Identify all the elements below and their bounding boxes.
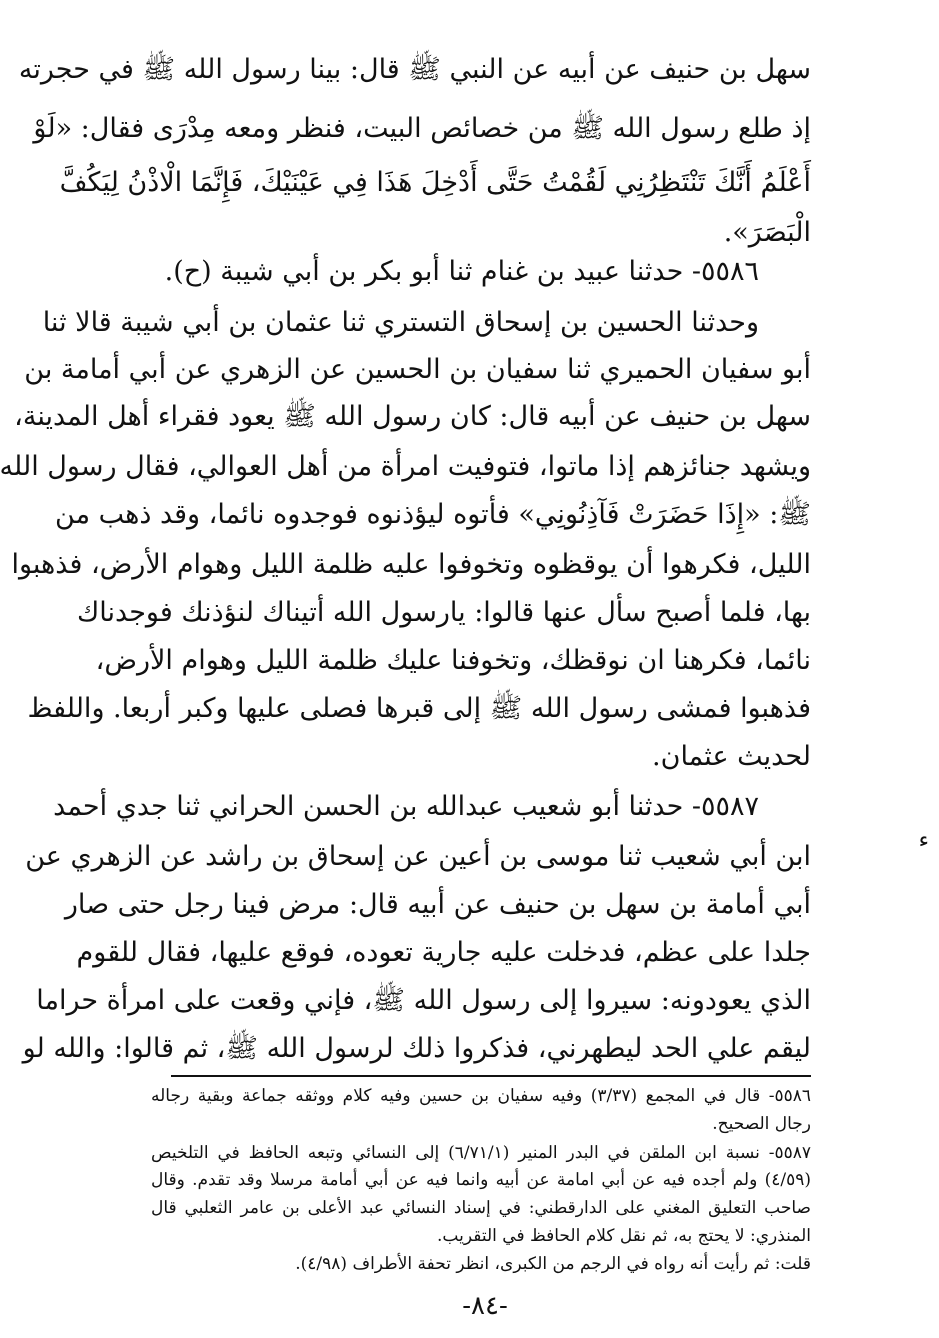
- text-line: بها، فلما أصبح سأل عنها قالوا: يارسول الله أتيناك لنؤذنك فوجدناك: [77, 597, 811, 628]
- footnote-line: ٥٥٨٦- قال في المجمع (٣/٣٧) وفيه سفيان بن حسين وفيه كلام ووثقه جماعة وبقية رجاله: [151, 1086, 811, 1106]
- footnote-line: (٤/٥٩) ولم أجده فيه عن أبي امامة عن أبيه وانما فيه عن أبي أمامة مرسلا وقد تقدم. وقال: [151, 1170, 811, 1190]
- text-line: أبو سفيان الحميري ثنا سفيان بن الحسين عن الزهري عن أبي أمامة بن: [24, 354, 811, 385]
- text-line: أبي أمامة بن سهل بن حنيف عن أبيه قال: مرض فينا رجل حتى صار: [64, 889, 811, 920]
- text-line: أَعْلَمُ أَنَّكَ تَنْتَظِرُنِي لَقُمْتُ حَتَّى أَدْخِلَ هَذَا فِي عَيْنَيْكَ، فَإِنَّمَا الْاذْنُ لِيَكُفَّ: [59, 167, 811, 198]
- text-line: الليل، فكرهوا أن يوقظوه وتخوفوا عليه ظلمة الليل وهوام الأرض، فذهبوا: [11, 549, 811, 580]
- footnote-line: صاحب التعليق المغني على الدارقطني: في إسناد النسائي عبد الأعلى بن عامر الثعلبي قال: [151, 1198, 811, 1218]
- footnote-separator: [171, 1075, 811, 1077]
- text-line: ليقم علي الحد ليطهرني، فذكروا ذلك لرسول الله ﷺ، ثم قالوا: والله لو: [22, 1033, 811, 1064]
- text-line: لحديث عثمان.: [652, 741, 811, 772]
- text-line: إذ طلع رسول الله ﷺ من خصائص البيت، فنظر ومعه مِدْرَى فقال: «لَوْ: [33, 113, 811, 144]
- footnote-line: رجال الصحيح.: [712, 1114, 811, 1134]
- footnote-line: المنذري: لا يحتج به، ثم نقل كلام الحافظ في التقريب.: [437, 1226, 811, 1246]
- text-line: سهل بن حنيف عن أبيه قال: كان رسول الله ﷺ يعود فقراء أهل المدينة،: [14, 401, 811, 432]
- footnote-line: ٥٥٨٧- نسبة ابن الملقن في البدر المنير (٦/٧١/١) إلى النسائي وتبعه الحافظ في التلخيص: [151, 1143, 811, 1163]
- text-line: وحدثنا الحسين بن إسحاق التستري ثنا عثمان بن أبي شيبة قالا ثنا: [42, 307, 759, 338]
- text-line: جلدا على عظم، فدخلت عليه جارية تعوده، فوقع عليها، فقال للقوم: [76, 937, 811, 968]
- margin-mark: ء: [918, 828, 929, 853]
- text-line: ويشهد جنائزهم إذا ماتوا، فتوفيت امرأة من أهل العوالي، فقال رسول الله: [0, 451, 811, 482]
- page-number: -٨٤-: [462, 1291, 508, 1321]
- text-line: الْبَصَرَ».: [723, 217, 811, 248]
- text-line: نائما، فكرهنا ان نوقظك، وتخوفنا عليك ظلمة الليل وهوام الأرض،: [95, 645, 811, 676]
- text-line: الذي يعودونه: سيروا إلى رسول الله ﷺ، فإني وقعت على امرأة حراما: [36, 985, 811, 1016]
- text-line: ابن أبي شعيب ثنا موسى بن أعين عن إسحاق بن راشد عن الزهري عن: [25, 841, 811, 872]
- hadith-heading-5587: ٥٥٨٧- حدثنا أبو شعيب عبدالله بن الحسن الحراني ثنا جدي أحمد: [53, 791, 759, 822]
- text-line: سهل بن حنيف عن أبيه عن النبي ﷺ قال: بينا رسول الله ﷺ في حجرته: [18, 54, 811, 85]
- text-line: ﷺ: «إِذَا حَضَرَتْ فَآذِنُونِي» فأتوه ليؤذنوه فوجدوه نائما، وقد ذهب من: [55, 499, 811, 530]
- footnote-line: قلت: ثم رأيت أنه رواه في الرجم من الكبرى، انظر تحفة الأطراف (٤/٩٨).: [295, 1254, 811, 1274]
- hadith-heading-5586: ٥٥٨٦- حدثنا عبيد بن غنام ثنا أبو بكر بن أبي شيبة (ح).: [164, 256, 759, 287]
- text-line: فذهبوا فمشى رسول الله ﷺ إلى قبرها فصلى عليها وكبر أربعا. واللفظ: [27, 693, 811, 724]
